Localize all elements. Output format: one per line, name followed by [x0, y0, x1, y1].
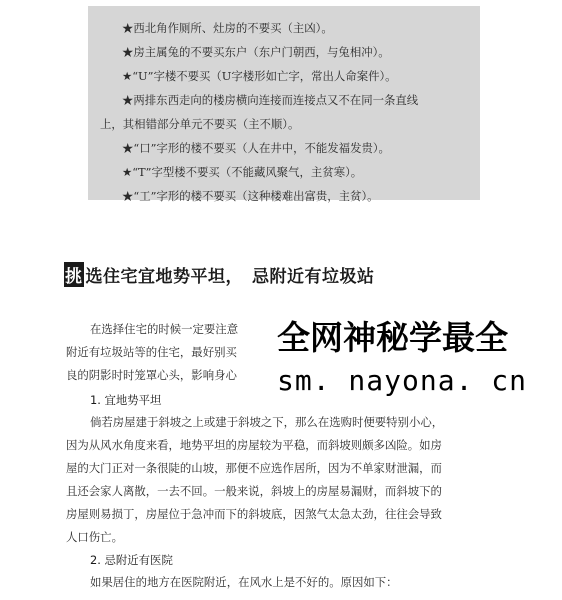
watermark-url: sm. nayona. cn	[277, 364, 528, 397]
tip-item-continuation: 上，其相错部分单元不要买（主不顺）。	[100, 117, 300, 131]
tip-item: ★两排东西走向的楼房横向连接而连接点又不在同一条直线	[122, 93, 419, 107]
paragraph-line: 附近有垃圾站等的住宅，最好别买	[66, 345, 237, 359]
tip-item: ★“工”字形的楼不要买（这种楼难出富贵，主贫）。	[122, 189, 379, 203]
paragraph-line: 屋的大门正对一条很陡的山坡，那便不应选作居所，因为不单家财泄漏，而	[66, 461, 442, 475]
section-heading	[64, 262, 375, 287]
watermark-overlay	[265, 310, 562, 412]
subheading-hospital: 2. 忌附近有医院	[90, 553, 173, 567]
tip-item: ★“T”字型楼不要买（不能藏风聚气，主贫寒）。	[122, 165, 363, 179]
tips-box	[88, 6, 480, 203]
body-paragraph-terrain	[66, 411, 496, 549]
heading-text: 选住宅宜地势平坦， 忌附近有垃圾站	[85, 267, 375, 287]
paragraph-line: 在选择住宅的时候一定要注意	[90, 322, 239, 336]
paragraph-line: 因为从风水角度来看，地势平坦的房屋较为平稳，而斜坡则颇多凶险。如房	[66, 438, 442, 452]
paragraph-line: 房屋则易损丁，房屋位于急冲而下的斜坡底，因煞气太急太劲，往往会导致	[66, 507, 442, 521]
paragraph-line: 倘若房屋建于斜坡之上或建于斜坡之下，那么在选购时便要特别小心，	[90, 415, 444, 429]
body-paragraph-hospital	[66, 571, 496, 594]
paragraph-line: 人口伤亡。	[66, 530, 123, 544]
tip-item: ★“U”字楼不要买（U字楼形如亡字，常出人命案件）。	[122, 69, 397, 83]
heading-mark: 挑	[64, 262, 84, 287]
paragraph-line: 如果居住的地方在医院附近，在风水上是不好的。原因如下：	[90, 575, 398, 589]
tip-item: ★“口”字形的楼不要买（人在井中，不能发福发贵）。	[122, 141, 390, 155]
tip-item: ★西北角作厕所、灶房的不要买（主凶）。	[122, 21, 333, 35]
paragraph-line: 良的阴影时时笼罩心头，影响身心	[66, 368, 237, 382]
watermark-title: 全网神秘学最全	[277, 318, 508, 357]
paragraph-line: 且还会家人离散，一去不回。一般来说，斜坡上的房屋易漏财，而斜坡下的	[66, 484, 442, 498]
subheading-flat-terrain: 1. 宜地势平坦	[90, 393, 162, 407]
tip-item: ★房主属兔的不要买东户（东户门朝西，与兔相冲）。	[122, 45, 390, 59]
